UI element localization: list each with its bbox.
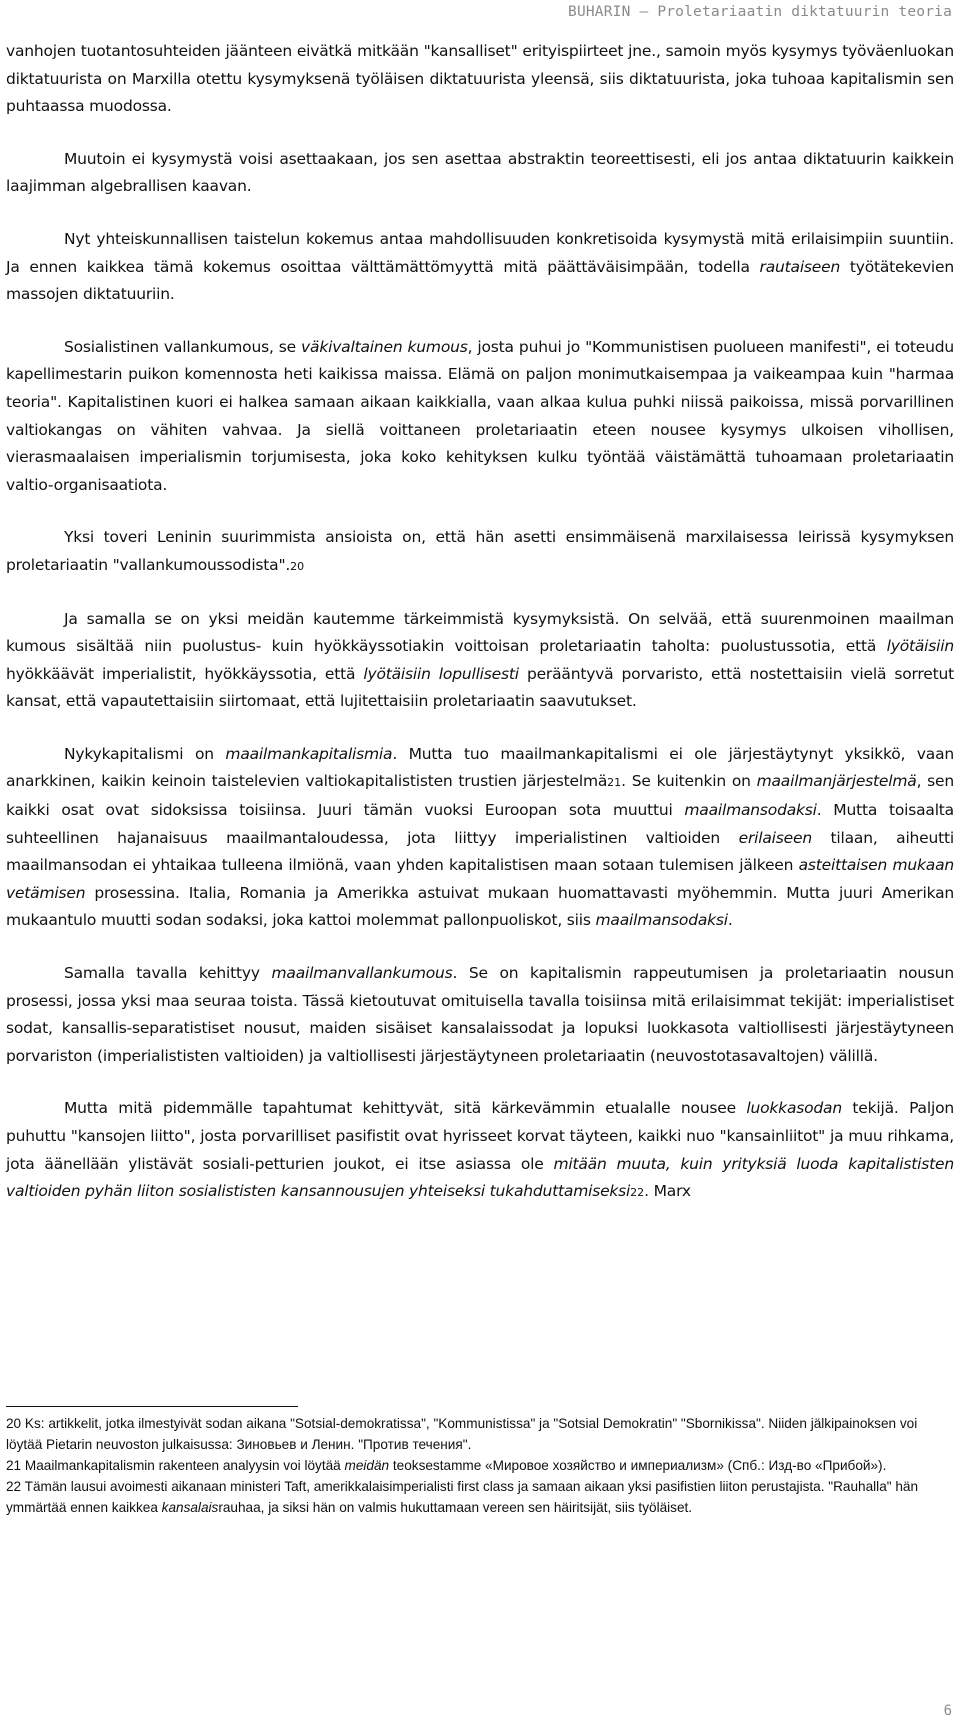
footnote-22-emphasis: kansalais [161,1500,219,1515]
paragraph-6-text: Ja samalla se on yksi meidän kautemme tärkeimmistä kysymyksistä. On selvää, että suurenmoinen maailman kumous sisältää niin puolustus- kuin hyökkäyssotiakin voittoisan proletariaatin taholta: puolustussotia, että [6,609,954,656]
footnote-ref-22[interactable]: 22 [630,1186,645,1200]
paragraph-6-emphasis-2: lyötäisiin lopullisesti [363,664,519,683]
paragraph-3 [6,226,954,309]
footnote-22 [6,1476,954,1518]
footnote-22-text: Tämän lausui avoimesti aikanaan ministeri Taft, amerikkalaisimperialisti first class ja samaan aikaan yksi pasifistien liiton perustajista. "Rauhalla" hän ymmärtää ennen kaikkea [6,1479,919,1515]
paragraph-7-text-3: . Se kuitenkin on [621,772,757,791]
paragraph-4-text-end: , josta puhui jo "Kommunistisen puolueen manifesti", ei toteudu kapellimestarin puikon komennosta heti kaikissa maissa. Elämä on paljon monimutkaisempaa ja vaikeampaa kuin "harmaa teoria". Kapitalistinen kuori ei halkea samaan aikaan kaikkialla, vaan alkaa kulua puhki niissä paikoissa, missä porvarillinen valtiokangas on vähiten vahvaa. Ja siellä voittaneen proletariaatin eteen nousee kysymys ulkoisen vihollisen, vierasmaalaisen imperialismin torjumisesta, joka koko kehityksen kulku työntää väistämättä tuhoamaan proletariaatin valtio-organisaatiota. [6,337,954,494]
paragraph-7-emphasis-1: maailmankapitalismia [225,744,393,763]
footnote-20-text: Ks: artikkelit, jotka ilmestyivät sodan aikana "Sotsial-demokratissa", "Kommunistissa" ja "Sotsial Demokratin" "Sbornikissa". Niiden jälkipainoksen voi löytää Pietarin neuvoston julkaisussa: Зиновьев и Ленин. "Против течения". [6,1416,918,1452]
paragraph-7 [6,741,954,935]
footnotes [6,1413,954,1518]
footnote-separator [6,1406,298,1407]
paragraph-4 [6,334,954,500]
paragraph-1-text: vanhojen tuotantosuhteiden jäänteen eivätkä mitkään "kansalliset" erityispiirteet jne., samoin myös kysymys työväenluokan diktatuurista on Marxilla otettu kysymyksenä työläisen diktatuurista yleensä, siis diktatuurista, joka tuhoaa kapitalismin sen puhtaassa muodossa. [6,42,954,116]
footnote-20 [6,1413,954,1455]
paragraph-7-emphasis-2: maailmanjärjestelmä [756,772,917,791]
footnote-ref-20[interactable]: 20 [290,559,305,573]
footnote-ref-21[interactable]: 21 [607,776,622,790]
paragraph-6-emphasis-1: lyötäisiin [886,637,954,656]
paragraph-4-emphasis: väkivaltainen kumous [301,337,468,356]
paragraph-3-emphasis: rautaiseen [759,257,841,276]
paragraph-7-emphasis-3: maailmansodaksi [684,801,817,820]
paragraph-8-text: Samalla tavalla kehittyy [64,964,272,983]
paragraph-3-text: Nyt yhteiskunnallisen taistelun kokemus antaa mahdollisuuden konkretisoida kysymystä mitä erilaisimpiin suuntiin. Ja ennen kaikkea tämä kokemus osoittaa välttämättömyyttä mitä päättäväisimpään, todella [6,229,954,276]
footnote-22-text-end: rauhaa, ja siksi hän on valmis hukuttamaan vereen sen häiritsijät, siis työläiset. [218,1500,693,1515]
paragraph-8-text-end: . Se on kapitalismin rappeutumisen ja proletariaatin nousun prosessi, jossa yksi maa seuraa toista. Tässä kietoutuvat omituisella tavalla toisiinsa mitä erilaisimmat tekijät: imperialistiset sodat, kansallis-separatistiset nousut, maiden sisäiset kansalaissodat ja lopuksi luokkasota valtiollisesti järjestäytyneen porvariston (imperialististen valtioiden) ja valtiollisesti järjestäytyneen proletariaatin (neuvostotasavaltojen) välillä. [6,964,954,1065]
paragraph-7-text-5: . Mutta toisaalta suhteellinen hajanaisuus maailmantaloudessa, jota liittyy imperialistinen valtioiden [6,801,954,847]
paragraph-8-emphasis: maailmanvallankumous [271,964,453,983]
paragraph-9-text-end: . Marx [644,1182,691,1201]
footnote-20-number: 20 [6,1416,22,1431]
footnote-21-text-end: teoksestamme «Мировое хозяйство и империализм» (Спб.: Изд-во «Прибой»). [389,1458,887,1473]
paragraph-9 [6,1095,954,1206]
paragraph-7-text-7: prosessina. Italia, Romania ja Amerikka astuivat mukaan huomattavasti myöhemmin. Mutta juuri Amerikan mukaantulo muutti sodan sodaksi, joka kattoi molemmat pallonpuoliskot, siis [6,883,954,930]
footnote-21-emphasis: meidän [344,1458,390,1473]
paragraph-3-text-end: työtätekevien massojen diktatuuriin. [6,257,954,304]
paragraph-1 [6,38,954,121]
paragraph-7-text-2: . Mutta tuo maailmankapitalismi ei ole järjestäytynyt yksikkö, vaan anarkkinen, kaikin keinoin taistelevien valtiokapitalististen trustien järjestelmä [6,744,954,791]
paragraph-2 [6,146,954,201]
paragraph-7-emphasis-4: erilaiseen [738,828,812,847]
footnote-21-text: Maailmankapitalismin rakenteen analyysin voi löytää [21,1458,345,1473]
document-body [6,38,954,1232]
page-number: 6 [943,1703,952,1719]
paragraph-7-emphasis-5: asteittaisen mukaan vetämisen [6,856,954,902]
paragraph-6-text-2: hyökkäävät imperialistit, hyökkäyssotia, että [6,664,364,683]
paragraph-7-text-6: tilaan, aiheutti maailmansodan ei yhtaikaa tulleena ilmiönä, vaan yhden kapitalistisen maan sotaan tulemisen jälkeen [6,828,955,875]
footnote-21-number: 21 [6,1458,22,1473]
paragraph-9-text-2: tekijä. Paljon puhuttu "kansojen liitto", josta porvarilliset pasifistit ovat hyrisseet korvat täyteen, kaikki nuo "kansainliitot" ja muu rihkama, jota äänellään ylistävät sosiali-petturien joukot, ei itse asiassa ole [6,1099,954,1173]
paragraph-6-text-3: perääntyvä porvaristo, että nostettaisiin vielä sorretut kansat, että vapautettaisiin siirtomaat, että lujitettaisiin proletariaatin saavutukset. [6,664,954,711]
paragraph-8 [6,960,954,1070]
footnote-21 [6,1455,954,1476]
paragraph-4-text: Sosialistinen vallankumous, se [64,337,302,356]
paragraph-9-emphasis-2: mitään muuta, kuin yrityksiä luoda kapitalististen valtioiden pyhän liiton sosialististen kansannousujen yhteiseksi tukahduttamiseksi [6,1154,954,1201]
paragraph-7-text-8: . [727,911,733,930]
footnote-22-number: 22 [6,1479,22,1494]
paragraph-9-emphasis-1: luokkasodan [746,1099,842,1118]
paragraph-5-text: Yksi toveri Leninin suurimmista ansioista on, että hän asetti ensimmäisenä marxilaisessa leirissä kysymyksen proletariaatin "vallankumoussodista". [6,528,954,574]
paragraph-7-text-4: , sen kaikki osat ovat sidoksissa toisiinsa. Juuri tämän vuoksi Euroopan sota muuttui [6,772,954,820]
paragraph-7-emphasis-6: maailmansodaksi [595,911,728,930]
paragraph-2-text: Muutoin ei kysymystä voisi asettaakaan, jos sen asettaa abstraktin teoreettisesti, eli jos antaa diktatuurin kaikkein laajimman algebrallisen kaavan. [6,149,954,196]
paragraph-5 [6,524,954,580]
paragraph-9-text: Mutta mitä pidemmälle tapahtumat kehittyvät, sitä kärkevämmin etualalle nousee [64,1099,747,1118]
running-header: BUHARIN – Proletariaatin diktatuurin teoria [568,4,952,20]
paragraph-7-text: Nykykapitalismi on [64,744,226,763]
paragraph-6 [6,606,954,716]
